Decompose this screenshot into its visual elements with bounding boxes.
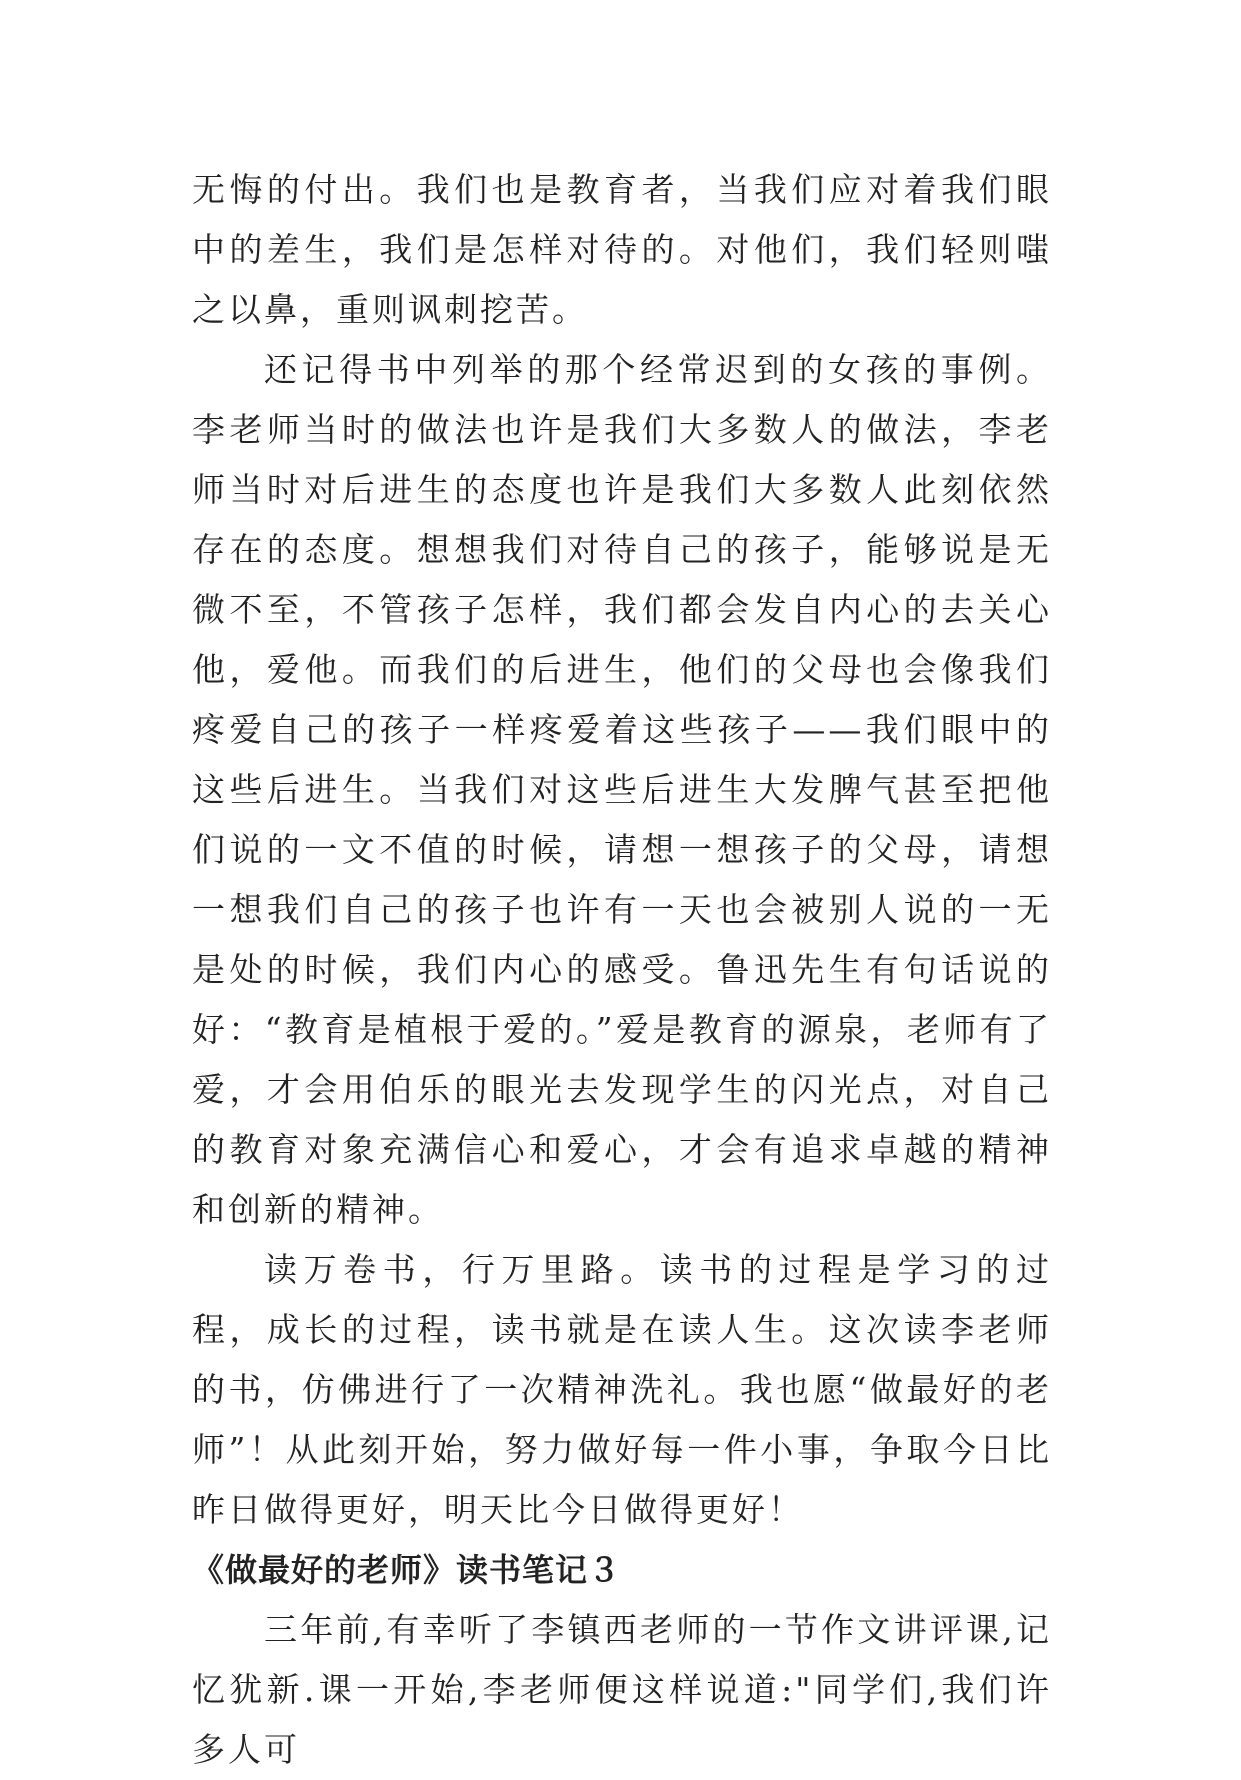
section-heading: 《做最好的老师》读书笔记３ [192, 1551, 622, 1589]
paragraph-three-years-ago: 三年前,有幸听了李镇西老师的一节作文讲评课,记忆犹新.课一开始,李老师便这样说道:"同学们,我们许多人可 [192, 1610, 1052, 1769]
document-body [192, 160, 1052, 1780]
paragraph-continuation: 无悔的付出。我们也是教育者，当我们应对着我们眼中的差生，我们是怎样对待的。对他们，我们轻则嗤之以鼻，重则讽刺挖苦。 [192, 170, 1052, 329]
paragraph-late-girl-example: 还记得书中列举的那个经常迟到的女孩的事例。李老师当时的做法也许是我们大多数人的做法，李老师当时对后进生的态度也许是我们大多数人此刻依然存在的态度。想想我们对待自己的孩子，能够说是无微不至，不管孩子怎样，我们都会发自内心的去关心他，爱他。而我们的后进生，他们的父母也会像我们疼爱自己的孩子一样疼爱着这些孩子——我们眼中的这些后进生。当我们对这些后进生大发脾气甚至把他们说的一文不值的时候，请想一想孩子的父母，请想一想我们自己的孩子也许有一天也会被别人说的一无是处的时候，我们内心的感受。鲁迅先生有句话说的好：“教育是植根于爱的。”爱是教育的源泉，老师有了爱，才会用伯乐的眼光去发现学生的闪光点，对自己的教育对象充满信心和爱心，才会有追求卓越的精神和创新的精神。 [192, 350, 1052, 1229]
paragraph-reading-reflection: 读万卷书，行万里路。读书的过程是学习的过程，成长的过程，读书就是在读人生。这次读李老师的书，仿佛进行了一次精神洗礼。我也愿“做最好的老师”！从此刻开始，努力做好每一件小事，争取今日比昨日做得更好，明天比今日做得更好！ [192, 1250, 1052, 1529]
